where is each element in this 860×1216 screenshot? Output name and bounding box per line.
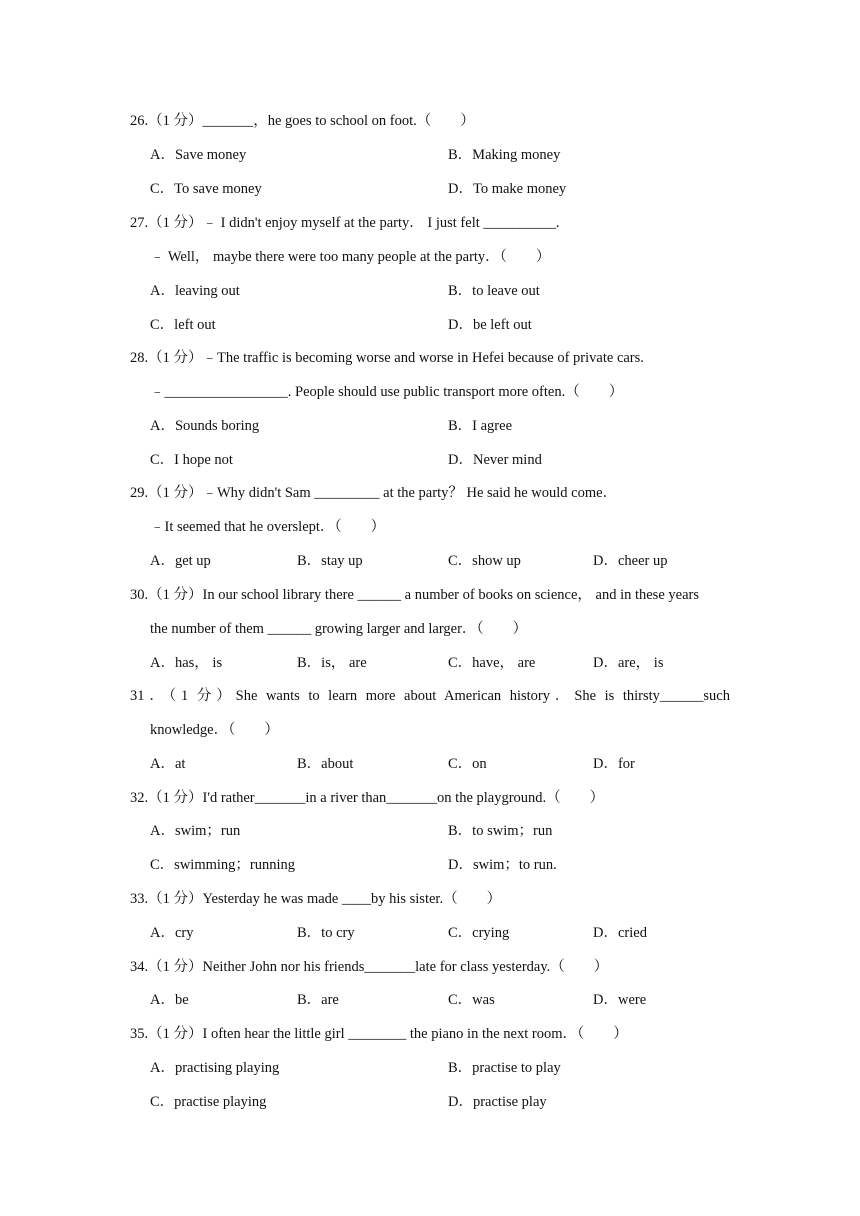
question-32-option-a: A．swim；run <box>150 823 241 839</box>
question-30-option-d: D．are， is <box>593 655 664 671</box>
question-30-option-c: C．have， are <box>448 655 536 671</box>
question-33-option-a: A．cry <box>150 925 194 941</box>
question-31-option-b: B．about <box>297 756 354 772</box>
question-31-option-c: C．on <box>448 756 487 772</box>
question-29-option-c: C．show up <box>448 553 521 569</box>
question-29-option-b: B．stay up <box>297 553 363 569</box>
question-26-option-d: D．To make money <box>448 181 567 197</box>
question-34-option-b: B．are <box>297 992 339 1008</box>
question-27-option-b: B．to leave out <box>448 283 540 299</box>
question-27-stem: 27.（1 分）﹣ I didn't enjoy myself at the party． I just felt __________. <box>130 215 560 231</box>
question-32-option-b: B．to swim；run <box>448 823 553 839</box>
question-34-option-a: A．be <box>150 992 189 1008</box>
question-34-stem: 34.（1 分）Neither John nor his friends_______late for class yesterday.（ ） <box>130 959 609 975</box>
question-31-option-a: A．at <box>150 756 186 772</box>
question-28-option-d: D．Never mind <box>448 452 542 468</box>
question-29-option-d: D．cheer up <box>593 553 668 569</box>
question-30-stem-cont: the number of them ______ growing larger and larger．（ ） <box>150 621 528 637</box>
question-35-stem: 35.（1 分）I often hear the little girl ________ the piano in the next room．（ ） <box>130 1026 628 1042</box>
question-27-option-a: A．leaving out <box>150 283 240 299</box>
question-33-option-c: C．crying <box>448 925 510 941</box>
question-29-stem-cont: ﹣It seemed that he overslept．（ ） <box>150 519 386 535</box>
question-31-stem: 31．（1 分）She wants to learn more about American history．She is thirsty______such <box>130 688 730 704</box>
question-32-stem: 32.（1 分）I'd rather_______in a river than_______on the playground.（ ） <box>130 790 605 806</box>
question-26-option-b: B．Making money <box>448 147 561 163</box>
question-28-stem: 28.（1 分）﹣The traffic is becoming worse and worse in Hefei because of private cars. <box>130 350 644 366</box>
question-30-option-b: B．is， are <box>297 655 367 671</box>
question-27-option-d: D．be left out <box>448 317 532 333</box>
question-30-stem: 30.（1 分）In our school library there ______ a number of books on science， and in these years <box>130 587 699 603</box>
question-28-stem-cont: ﹣_________________. People should use public transport more often.（ ） <box>150 384 624 400</box>
question-35-option-c: C．practise playing <box>150 1094 267 1110</box>
question-32-option-d: D．swim；to run. <box>448 857 557 873</box>
question-28-option-c: C．I hope not <box>150 452 233 468</box>
question-31-stem-cont: knowledge．（ ） <box>150 722 279 738</box>
question-35-option-d: D．practise play <box>448 1094 547 1110</box>
question-33-stem: 33.（1 分）Yesterday he was made ____by his sister.（ ） <box>130 891 502 907</box>
question-31-option-d: D．for <box>593 756 635 772</box>
question-32-option-c: C．swimming；running <box>150 857 296 873</box>
question-33-option-b: B．to cry <box>297 925 355 941</box>
question-35-option-b: B．practise to play <box>448 1060 561 1076</box>
question-29-option-a: A．get up <box>150 553 211 569</box>
question-33-option-d: D．cried <box>593 925 647 941</box>
question-30-option-a: A．has， is <box>150 655 223 671</box>
question-29-stem: 29.（1 分）﹣Why didn't Sam _________ at the party？ He said he would come． <box>130 485 618 501</box>
question-35-option-a: A．practising playing <box>150 1060 280 1076</box>
question-26-option-a: A．Save money <box>150 147 247 163</box>
question-27-stem-cont: ﹣ Well， maybe there were too many people at the party．（ ） <box>150 249 551 265</box>
question-26-stem: 26.（1 分）_______，he goes to school on foot.（ ） <box>130 113 475 129</box>
question-27-option-c: C．left out <box>150 317 216 333</box>
question-26-option-c: C．To save money <box>150 181 262 197</box>
question-28-option-a: A．Sounds boring <box>150 418 260 434</box>
question-28-option-b: B．I agree <box>448 418 513 434</box>
question-34-option-c: C．was <box>448 992 495 1008</box>
question-34-option-d: D．were <box>593 992 647 1008</box>
